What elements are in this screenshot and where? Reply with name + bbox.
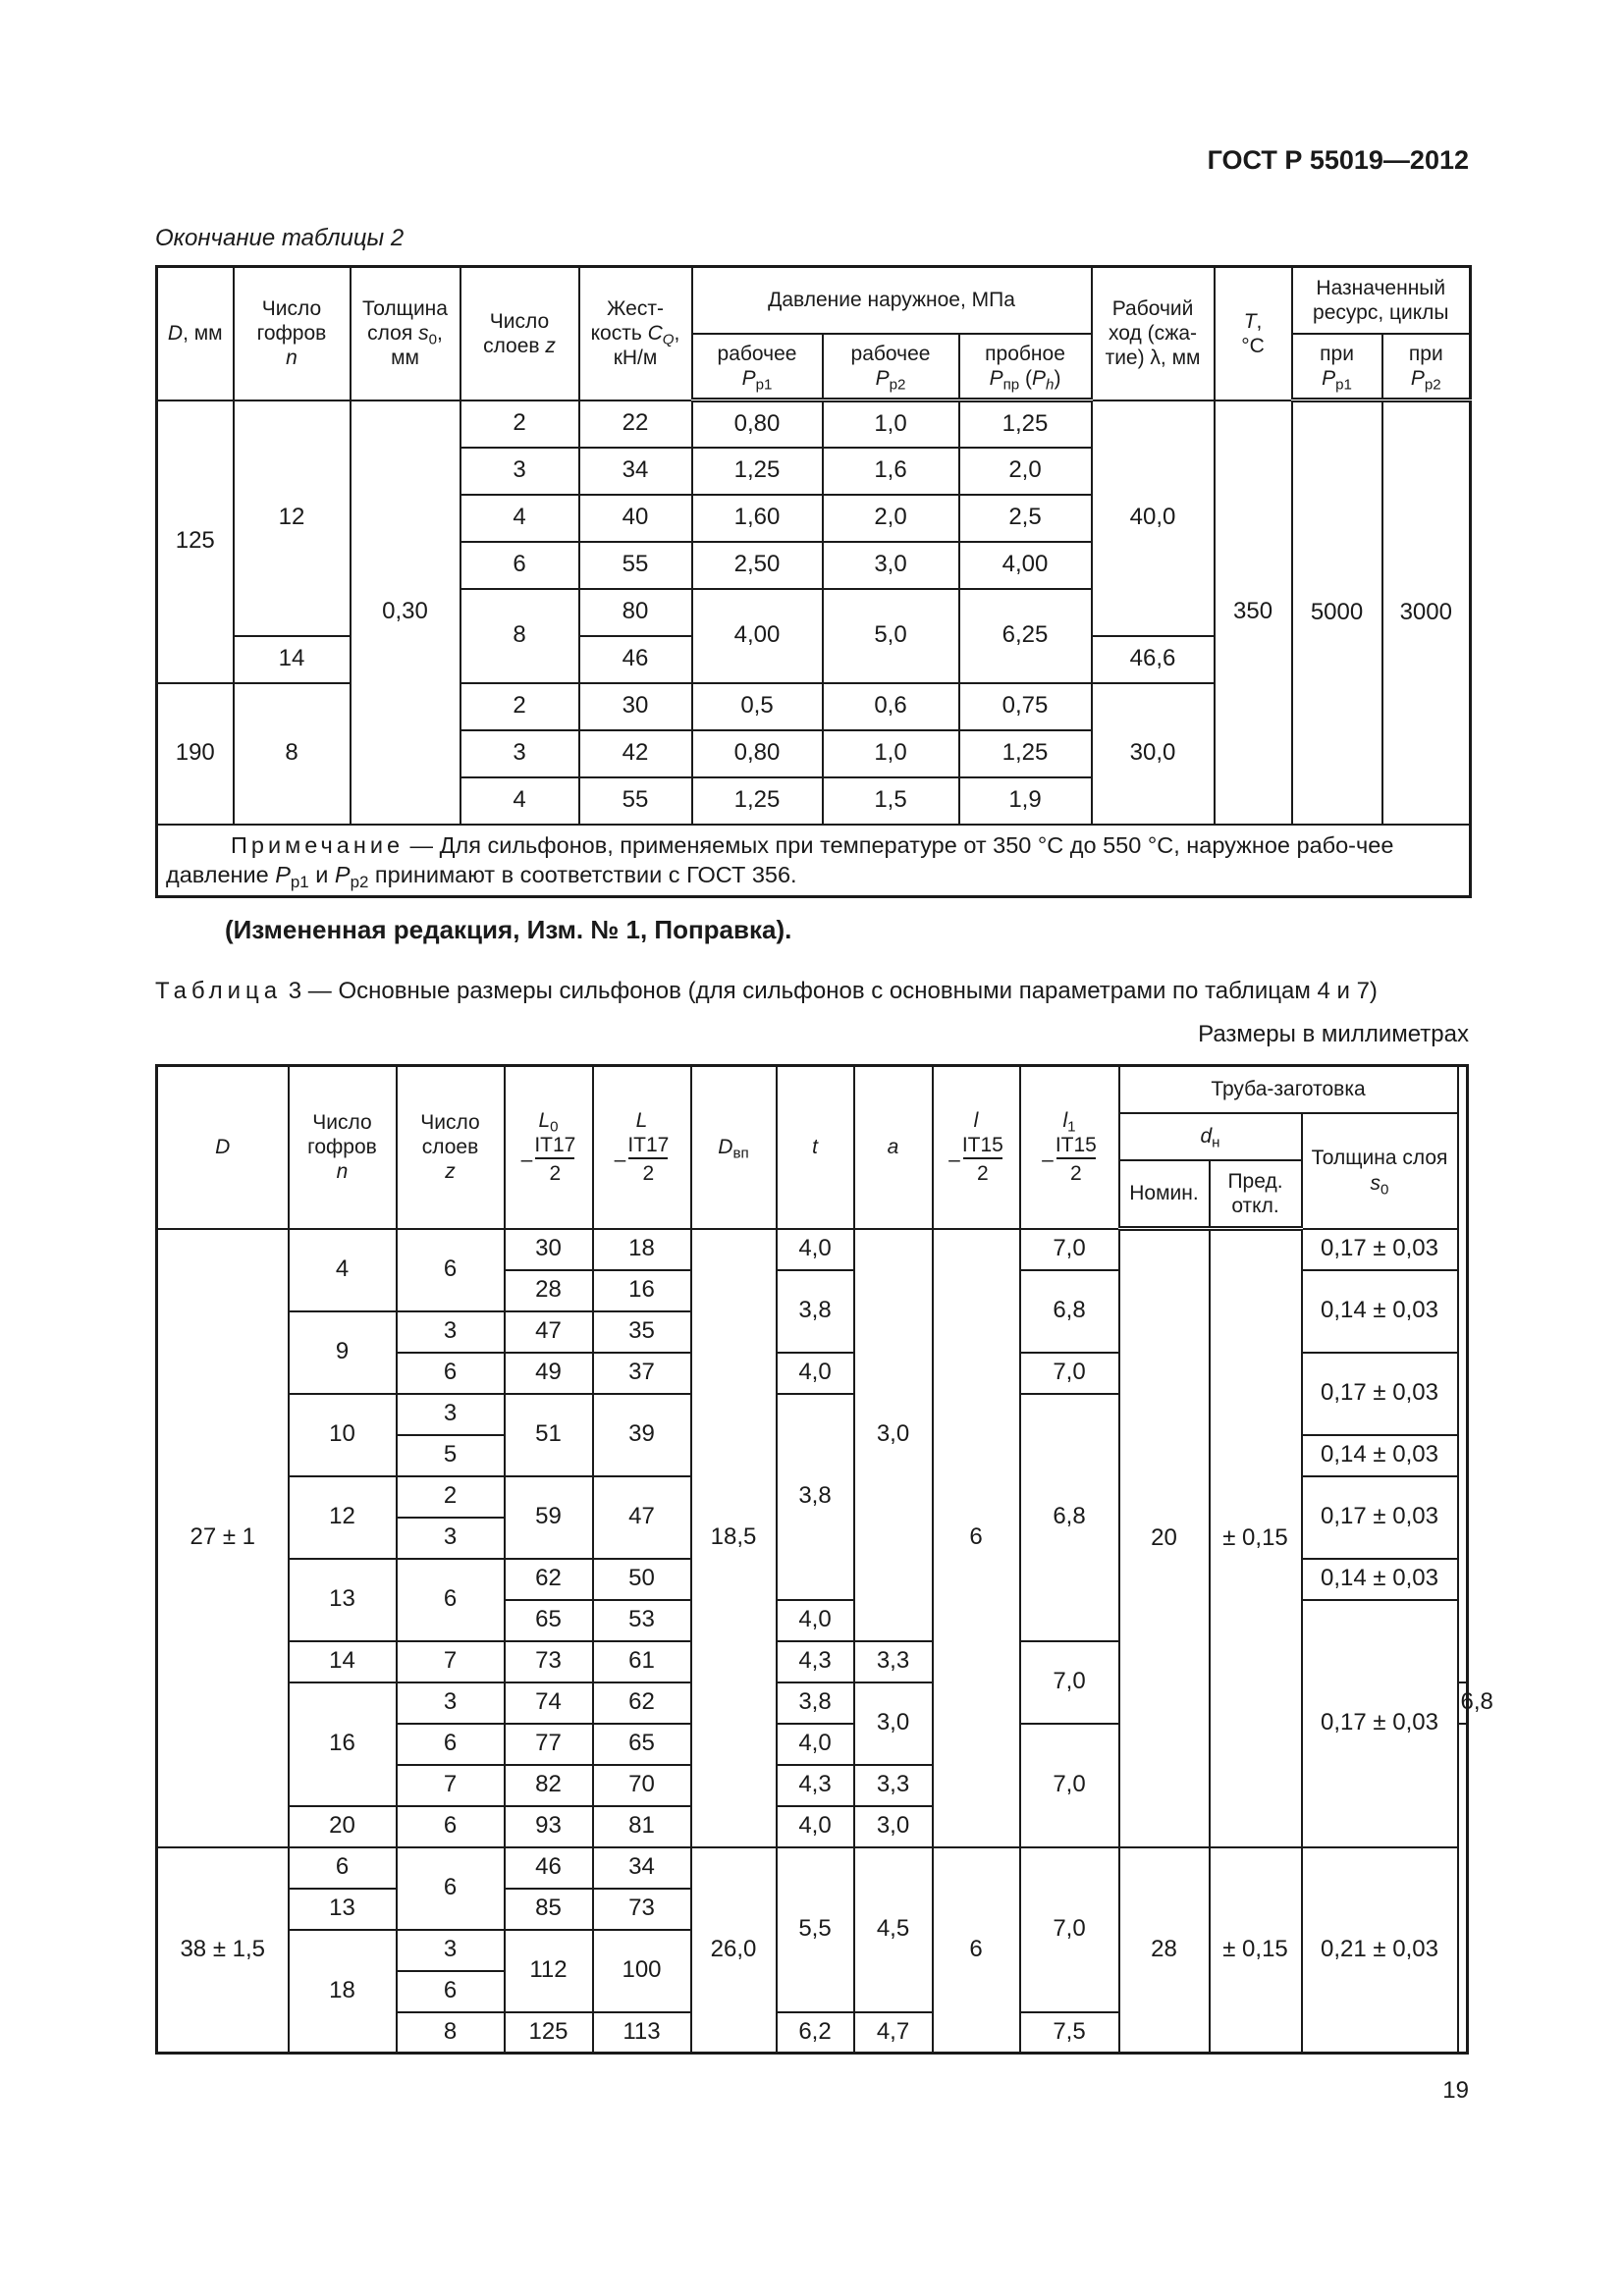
cell-stiffness: 80 [579, 589, 692, 636]
cell-ppr: 2,0 [959, 448, 1092, 495]
cell-l0: 77 [505, 1724, 593, 1765]
cell-s0: 0,17 ± 0,03 [1302, 1353, 1458, 1435]
cell-z: 3 [397, 1518, 505, 1559]
cell-z: 8 [460, 589, 579, 683]
page-number: 19 [1442, 2077, 1469, 2104]
cell-l0: 51 [505, 1394, 593, 1476]
cell-l: 35 [593, 1311, 691, 1353]
edition-note: (Измененная редакция, Изм. № 1, Поправка). [225, 915, 792, 944]
cell-l0: 62 [505, 1559, 593, 1600]
cell-l1: 6,8 [1020, 1394, 1119, 1641]
cell-p1: 1,25 [692, 448, 823, 495]
cell-stiffness: 46 [579, 636, 692, 683]
cell-z: 3 [397, 1394, 505, 1435]
cell-dvp: 26,0 [691, 1847, 777, 2054]
cell-ppr: 6,25 [959, 589, 1092, 683]
cell-p2: 1,5 [823, 777, 959, 825]
cell-l: 34 [593, 1847, 691, 1889]
cell-resource-p2: 3000 [1382, 400, 1471, 825]
header-dn: $d_н$ [1119, 1113, 1302, 1160]
header-dvp: $D_{вп}$ [691, 1066, 777, 1229]
table3 [155, 1064, 1493, 2055]
cell-ppr: 0,75 [959, 683, 1092, 730]
header-l-small: l – $\frac{IT15}{2}$ [933, 1066, 1020, 1229]
cell-l: 16 [593, 1270, 691, 1311]
header-d: D [157, 1066, 289, 1229]
header-stiffness: Жест-кость $C_Q$, кН/м [579, 267, 692, 400]
cell-t: 4,3 [777, 1641, 854, 1682]
cell-z: 6 [397, 1353, 505, 1394]
cell-stiffness: 55 [579, 777, 692, 825]
header-working-p2: рабочее $P_{р2}$ [823, 334, 959, 400]
cell-l: 50 [593, 1559, 691, 1600]
cell-l: 65 [593, 1724, 691, 1765]
cell-l0: 85 [505, 1889, 593, 1930]
cell-a: 3,0 [854, 1806, 933, 1847]
cell-p2: 2,0 [823, 495, 959, 542]
cell-dn-limit: ± 0,15 [1210, 1229, 1302, 1847]
cell-ppr: 2,5 [959, 495, 1092, 542]
cell-ppr: 1,9 [959, 777, 1092, 825]
cell-dvp: 18,5 [691, 1229, 777, 1847]
cell-l0: 65 [505, 1600, 593, 1641]
cell-t: 4,0 [777, 1724, 854, 1765]
header-temperature: T, °С [1215, 267, 1292, 400]
cell-z: 2 [460, 400, 579, 448]
cell-d: 38 ± 1,5 [157, 1847, 289, 2054]
header-resource-p1: при $P_{р1}$ [1292, 334, 1382, 400]
cell-n: 13 [289, 1559, 397, 1641]
cell-z: 3 [397, 1930, 505, 1971]
cell-l0: 47 [505, 1311, 593, 1353]
cell-t: 4,0 [777, 1600, 854, 1641]
cell-l0: 82 [505, 1765, 593, 1806]
cell-l1: 7,0 [1020, 1353, 1119, 1394]
cell-z: 6 [460, 542, 579, 589]
cell-n: 20 [289, 1806, 397, 1847]
cell-n: 14 [289, 1641, 397, 1682]
cell-n-12: 12 [234, 400, 351, 636]
cell-l0: 28 [505, 1270, 593, 1311]
cell-l1: 7,0 [1020, 1229, 1119, 1270]
table2-continuation-caption: Окончание таблицы 2 [155, 225, 405, 251]
cell-temperature: 350 [1215, 400, 1292, 825]
cell-l0: 30 [505, 1229, 593, 1270]
cell-d-190: 190 [157, 683, 234, 825]
cell-dn-nominal: 28 [1119, 1847, 1210, 2054]
cell-a: 3,3 [854, 1641, 933, 1682]
cell-a: 3,0 [854, 1229, 933, 1641]
cell-l1: 7,5 [1020, 2012, 1119, 2054]
cell-l1: 7,0 [1020, 1847, 1119, 2012]
cell-stiffness: 55 [579, 542, 692, 589]
cell-l1: 6,8 [1458, 1682, 1468, 1724]
cell-s0: 0,14 ± 0,03 [1302, 1559, 1458, 1600]
header-test-pressure: пробное $P_{пр}$ $(P_h)$ [959, 334, 1092, 400]
header-working-p1: рабочее $P_{р1}$ [692, 334, 823, 400]
cell-z: 6 [397, 1229, 505, 1311]
cell-l: 47 [593, 1476, 691, 1559]
cell-z: 7 [397, 1765, 505, 1806]
cell-n: 10 [289, 1394, 397, 1476]
cell-resource-p1: 5000 [1292, 400, 1382, 825]
cell-z: 6 [397, 1559, 505, 1641]
cell-t: 4,3 [777, 1765, 854, 1806]
cell-z: 6 [397, 1806, 505, 1847]
cell-stroke-46: 46,6 [1092, 636, 1215, 683]
cell-n: 16 [289, 1682, 397, 1806]
cell-s0: 0,17 ± 0,03 [1302, 1600, 1458, 1847]
cell-t: 5,5 [777, 1847, 854, 2012]
cell-l: 39 [593, 1394, 691, 1476]
header-thickness: Толщина слоя $s_0$ [1302, 1113, 1458, 1229]
table-note: Примечание — Для сильфонов, применяемых при температуре от 350 °С до 550 °С, наружное рабо-чее давление $P_{р1}$ и $P_{р2}$ принимают в соответствии с ГОСТ 356. [157, 825, 1471, 897]
cell-p1: 1,60 [692, 495, 823, 542]
cell-l: 81 [593, 1806, 691, 1847]
cell-n-8: 8 [234, 683, 351, 825]
header-resource: Назначенный ресурс, циклы [1292, 267, 1471, 334]
cell-p2: 5,0 [823, 589, 959, 683]
cell-t: 4,0 [777, 1806, 854, 1847]
cell-z: 3 [460, 730, 579, 777]
header-d: D, мм [157, 267, 234, 400]
cell-ppr: 1,25 [959, 730, 1092, 777]
cell-p1: 2,50 [692, 542, 823, 589]
header-limit: Пред. откл. [1210, 1160, 1302, 1229]
header-corrugations: Число гофров n [234, 267, 351, 400]
header-thickness: Толщина слоя $s_0$, мм [351, 267, 460, 400]
header-t: t [777, 1066, 854, 1229]
cell-l1: 7,0 [1020, 1641, 1119, 1724]
header-l0: $L_0$ – $\frac{IT17}{2}$ [505, 1066, 593, 1229]
cell-l0: 125 [505, 2012, 593, 2054]
cell-s0: 0,21 ± 0,03 [1302, 1847, 1458, 2054]
cell-a: 3,3 [854, 1765, 933, 1806]
cell-l0: 59 [505, 1476, 593, 1559]
cell-l0: 49 [505, 1353, 593, 1394]
document-title: ГОСТ Р 55019—2012 [1207, 145, 1469, 175]
cell-t: 4,0 [777, 1353, 854, 1394]
cell-t: 4,0 [777, 1229, 854, 1270]
cell-z: 2 [397, 1476, 505, 1518]
cell-l0: 73 [505, 1641, 593, 1682]
cell-l: 61 [593, 1641, 691, 1682]
header-l1: $l_1$ – $\frac{IT15}{2}$ [1020, 1066, 1119, 1229]
cell-l0: 93 [505, 1806, 593, 1847]
cell-d-125: 125 [157, 400, 234, 683]
cell-stiffness: 42 [579, 730, 692, 777]
header-layers: Число слоев z [397, 1066, 505, 1229]
cell-n: 9 [289, 1311, 397, 1394]
header-stroke: Рабочий ход (сжа-тие) λ, мм [1092, 267, 1215, 400]
header-layers: Число слоев z [460, 267, 579, 400]
header-resource-p2: при $P_{р2}$ [1382, 334, 1471, 400]
cell-t: 6,2 [777, 2012, 854, 2054]
cell-a: 4,7 [854, 2012, 933, 2054]
cell-n: 4 [289, 1229, 397, 1311]
cell-p1: 1,25 [692, 777, 823, 825]
cell-t: 3,8 [777, 1270, 854, 1353]
header-l: L – $\frac{IT17}{2}$ [593, 1066, 691, 1229]
cell-dn-limit: ± 0,15 [1210, 1847, 1302, 2054]
cell-stroke-30: 30,0 [1092, 683, 1215, 825]
cell-z: 5 [397, 1435, 505, 1476]
cell-l-small: 6 [933, 1229, 1020, 1847]
cell-ppr: 1,25 [959, 400, 1092, 448]
header-nominal: Номин. [1119, 1160, 1210, 1229]
cell-stiffness: 30 [579, 683, 692, 730]
cell-s0: 0,17 ± 0,03 [1302, 1476, 1458, 1559]
cell-l: 73 [593, 1889, 691, 1930]
cell-p2: 3,0 [823, 542, 959, 589]
cell-p1: 0,5 [692, 683, 823, 730]
cell-stiffness: 40 [579, 495, 692, 542]
cell-z: 6 [397, 1847, 505, 1930]
cell-d: 27 ± 1 [157, 1229, 289, 1847]
cell-l: 70 [593, 1765, 691, 1806]
cell-z: 2 [460, 683, 579, 730]
cell-n: 6 [289, 1847, 397, 1889]
cell-l0: 112 [505, 1930, 593, 2012]
cell-l1: 7,0 [1020, 1724, 1119, 1847]
cell-p2: 1,6 [823, 448, 959, 495]
cell-z: 3 [397, 1311, 505, 1353]
table2-end [155, 265, 1472, 898]
cell-a: 4,5 [854, 1847, 933, 2012]
cell-n-14: 14 [234, 636, 351, 683]
cell-p1: 0,80 [692, 400, 823, 448]
cell-s0: 0,30 [351, 400, 460, 825]
cell-s0: 0,14 ± 0,03 [1302, 1270, 1458, 1353]
cell-l: 18 [593, 1229, 691, 1270]
cell-l: 100 [593, 1930, 691, 2012]
cell-n: 18 [289, 1930, 397, 2054]
cell-t: 3,8 [777, 1682, 854, 1724]
cell-p1: 0,80 [692, 730, 823, 777]
cell-stroke-40: 40,0 [1092, 400, 1215, 636]
cell-z: 3 [397, 1682, 505, 1724]
cell-stiffness: 34 [579, 448, 692, 495]
header-a: a [854, 1066, 933, 1229]
cell-p2: 1,0 [823, 400, 959, 448]
cell-stiffness: 22 [579, 400, 692, 448]
units-note: Размеры в миллиметрах [1198, 1021, 1469, 1047]
cell-l: 53 [593, 1600, 691, 1641]
cell-l0: 46 [505, 1847, 593, 1889]
cell-l: 37 [593, 1353, 691, 1394]
cell-ppr: 4,00 [959, 542, 1092, 589]
cell-l-small: 6 [933, 1847, 1020, 2054]
cell-z: 4 [460, 777, 579, 825]
header-pressure: Давление наружное, МПа [692, 267, 1092, 334]
cell-t: 3,8 [777, 1394, 854, 1600]
table3-caption: Таблица 3 — Основные размеры сильфонов (для сильфонов с основными параметрами по таблицам 4 и 7) [155, 978, 1378, 1004]
cell-l0: 74 [505, 1682, 593, 1724]
cell-p2: 0,6 [823, 683, 959, 730]
cell-z: 6 [397, 1971, 505, 2012]
header-corrugations: Число гофров n [289, 1066, 397, 1229]
cell-z: 6 [397, 1724, 505, 1765]
cell-dn-nominal: 20 [1119, 1229, 1210, 1847]
header-tube: Труба-заготовка [1119, 1066, 1458, 1113]
cell-s0: 0,17 ± 0,03 [1302, 1229, 1458, 1270]
cell-l: 113 [593, 2012, 691, 2054]
cell-n: 13 [289, 1889, 397, 1930]
cell-p1: 4,00 [692, 589, 823, 683]
cell-l: 62 [593, 1682, 691, 1724]
cell-z: 4 [460, 495, 579, 542]
cell-z: 7 [397, 1641, 505, 1682]
cell-z: 3 [460, 448, 579, 495]
cell-p2: 1,0 [823, 730, 959, 777]
cell-s0: 0,14 ± 0,03 [1302, 1435, 1458, 1476]
cell-n: 12 [289, 1476, 397, 1559]
cell-l1: 6,8 [1020, 1270, 1119, 1353]
cell-a: 3,0 [854, 1682, 933, 1765]
cell-z: 8 [397, 2012, 505, 2054]
